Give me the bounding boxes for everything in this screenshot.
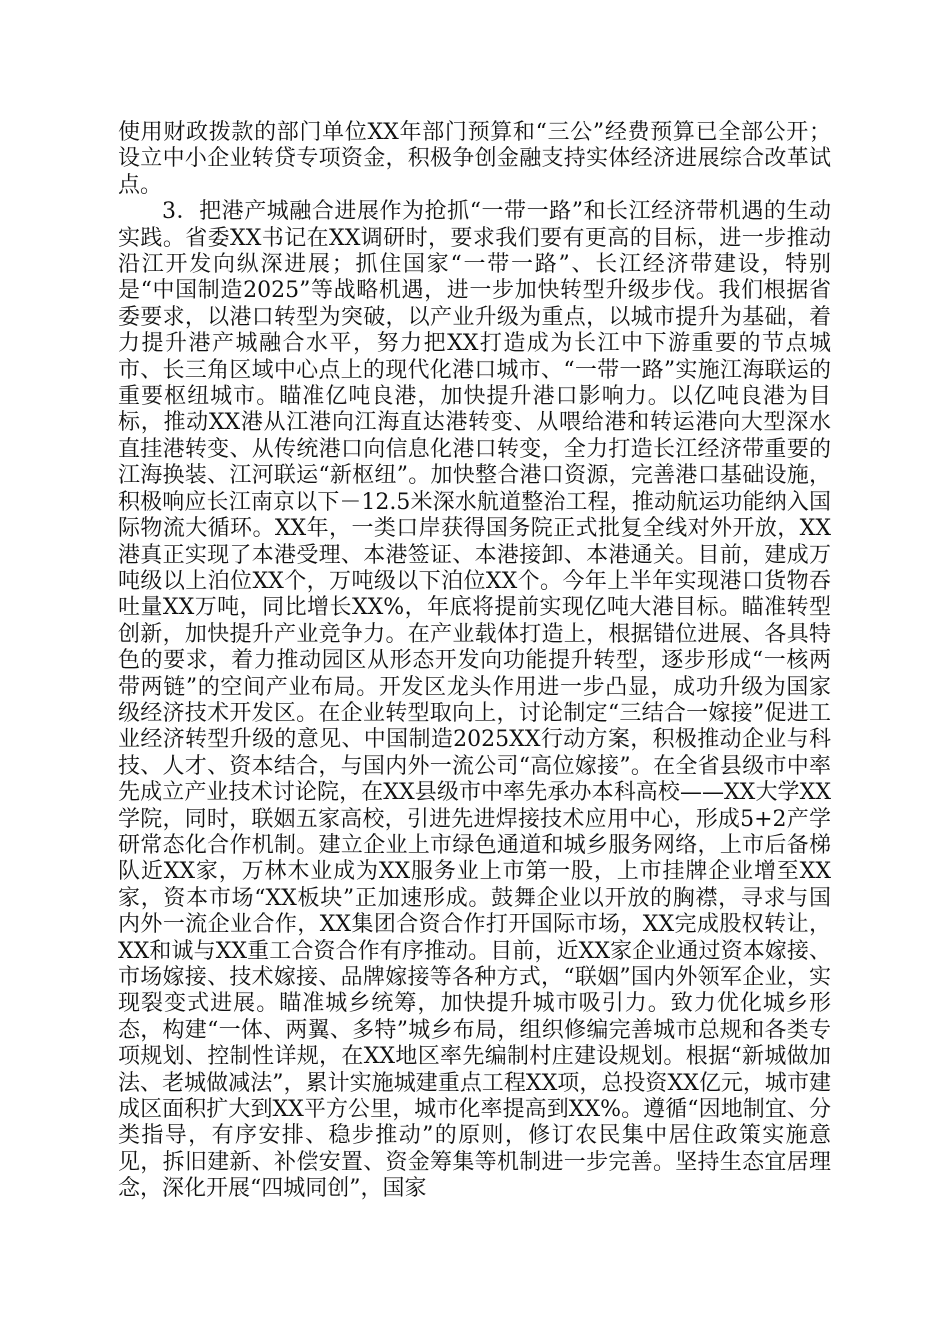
paragraph-section-3: 3．把港产城融合进展作为抢抓“一带一路”和长江经济带机遇的生动实践。省委XX书记在XX调研时，要求我们要有更高的目标，进一步推动沿江开发向纵深进展；抓住国家“一带一路”、长江经济带建设，特别是“中国制造2025”等战略机遇，进一步加快转型升级步伐。我们根据省委要求，以港口转型为突破，以产业升级为重点，以城市提升为基础，着力提升港产城融合水平，努力把XX打造成为长江中下游重要的节点城市、长三角区域中心点上的现代化港口城市、“一带一路”实施江海联运的重要枢纽城市。瞄准亿吨良港，加快提升港口影响力。以亿吨良港为目标，推动XX港从江港向江海直达港转变、从喂给港和转运港向大型深水直挂港转变、从传统港口向信息化港口转变，全力打造长江经济带重要的江海换装、江河联运“新枢纽”。加快整合港口资源，完善港口基础设施，积极响应长江南京以下－12.5米深水航道整治工程，推动航运功能纳入国际物流大循环。XX年，一类口岸获得国务院正式批复全线对外开放，XX港真正实现了本港受理、本港签证、本港接卸、本港通关。目前，建成万吨级以上泊位XX个，万吨级以下泊位XX个。今年上半年实现港口货物吞吐量XX万吨，同比增长XX%，年底将提前实现亿吨大港目标。瞄准转型创新，加快提升产业竞争力。在产业载体打造上，根据错位进展、各具特色的要求，着力推动园区从形态开发向功能提升转型，逐步形成“一核两带两链”的空间产业布局。开发区龙头作用进一步凸显，成功升级为国家级经济技术开发区。在企业转型取向上，讨论制定“三结合一嫁接”促进工业经济转型升级的意见、中国制造2025XX行动方案，积极推动企业与科技、人才、资本结合，与国内外一流公司“高位嫁接”。在全省县级市中率先成立产业技术讨论院，在XX县级市中率先承办本科高校——XX大学XX学院，同时，联姻五家高校，引进先进焊接技术应用中心，形成5+2产学研常态化合作机制。建立企业上市绿色通道和城乡服务网络，上市后备梯队近XX家，万林木业成为XX服务业上市第一股，上市挂牌企业增至XX家，资本市场“XX板块”正加速形成。鼓舞企业以开放的胸襟，寻求与国内外一流企业合作，XX集团合资合作打开国际市场，XX完成股权转让，XX和诚与XX重工合资合作有序推动。目前，近XX家企业通过资本嫁接、市场嫁接、技术嫁接、品牌嫁接等各种方式，“联姻”国内外领军企业，实现裂变式进展。瞄准城乡统筹，加快提升城市吸引力。致力优化城乡形态，构建“一体、两翼、多特”城乡布局，组织修编完善城市总规和各类专项规划、控制性详规，在XX地区率先编制村庄建设规划。根据“新城做加法、老城做减法”，累计实施城建重点工程XX项，总投资XX亿元，城市建成区面积扩大到XX平方公里，城市化率提高到XX%。遵循“因地制宜、分类指导，有序安排、稳步推动”的原则，修订农民集中居住政策实施意见，拆旧建新、补偿安置、资金筹集等机制进一步完善。坚持生态宜居理念，深化开展“四城同创”，国家 <box>118 199 831 1202</box>
document-body <box>118 120 831 1203</box>
paragraph-continuation: 使用财政拨款的部门单位XX年部门预算和“三公”经费预算已全部公开；设立中小企业转贷专项资金，积极争创金融支持实体经济进展综合改革试点。 <box>118 120 831 198</box>
